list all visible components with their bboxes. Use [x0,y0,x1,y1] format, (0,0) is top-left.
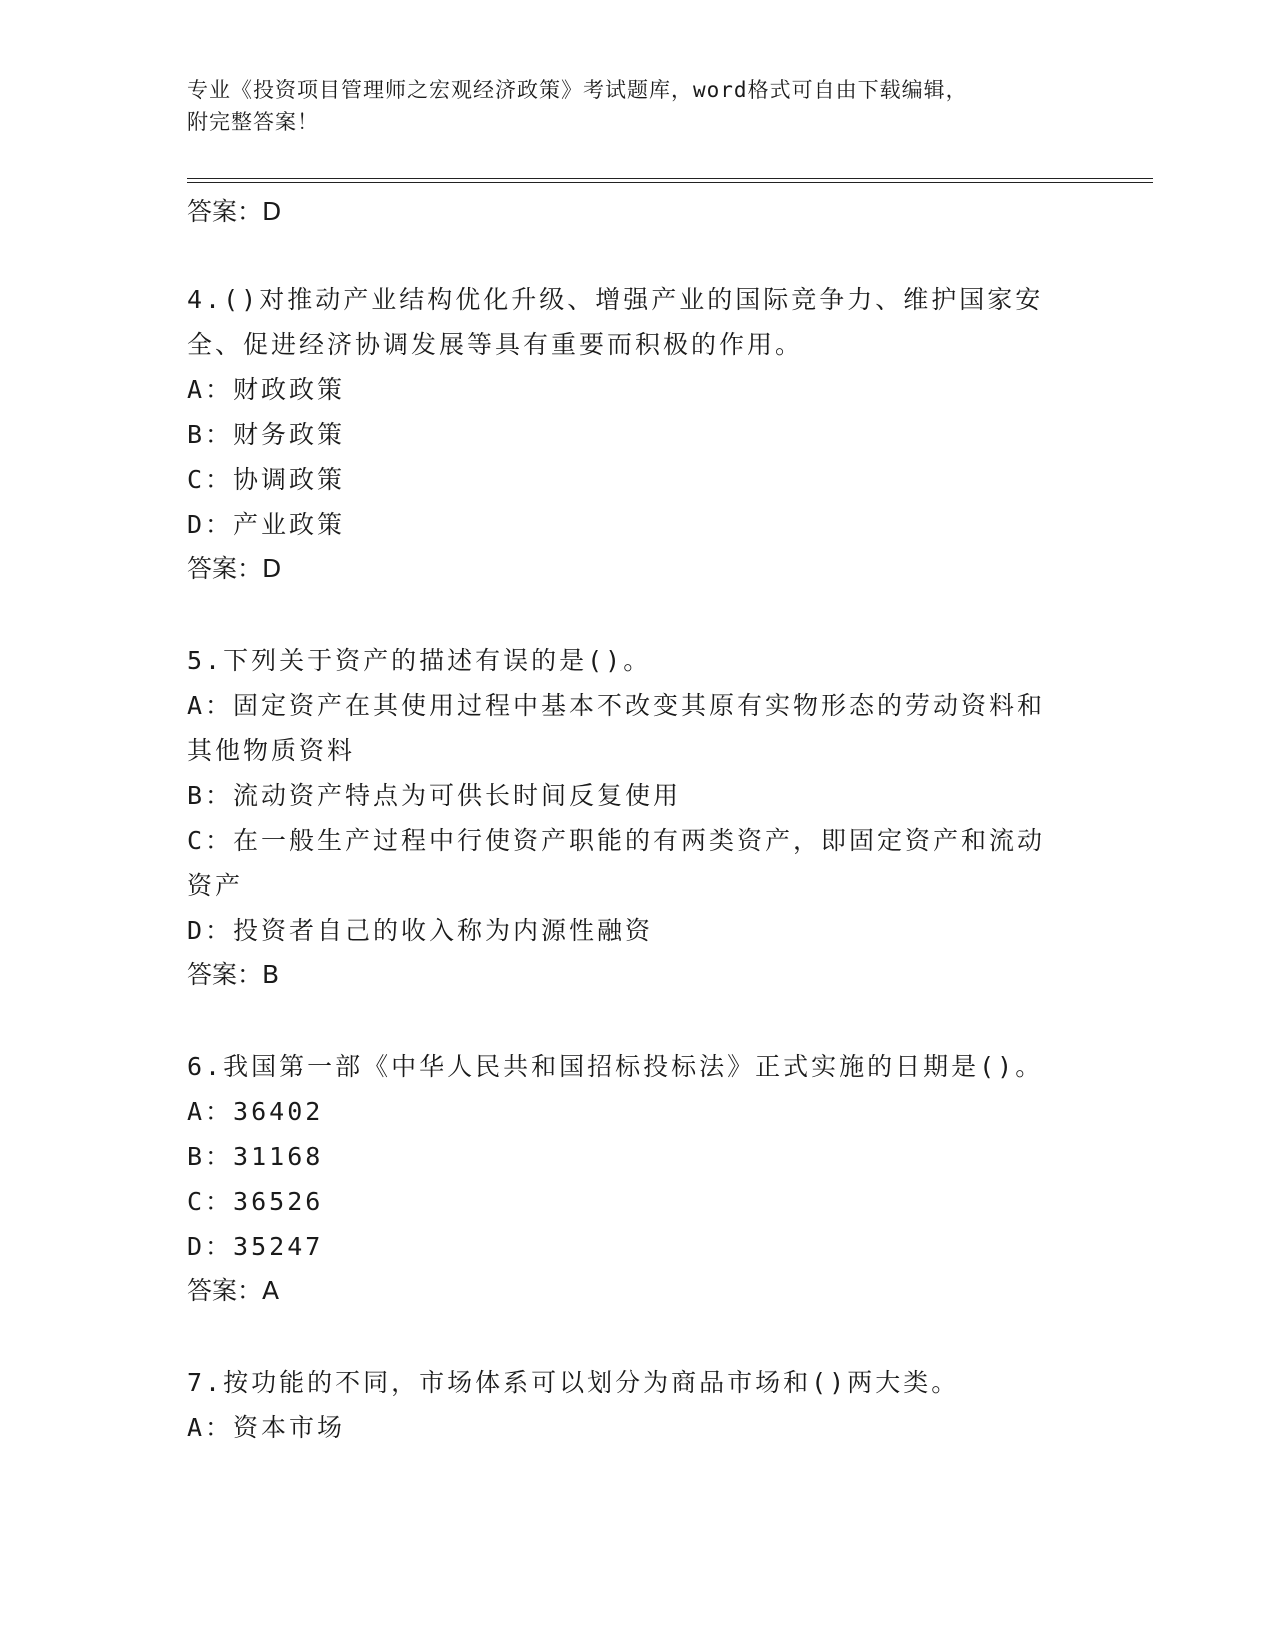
answer-line: 答案：D [187,197,282,226]
option-d: D：产业政策 [187,510,346,539]
question-stem: 5.下列关于资产的描述有误的是()。 [187,646,652,675]
option-b: B：流动资产特点为可供长时间反复使用 [187,781,682,810]
document-header [187,74,1087,138]
question-stem: 4.()对推动产业结构优化升级、增强产业的国际竞争力、维护国家安 全、促进经济协调发展等具有重要而积极的作用。 [187,285,1044,359]
option-c: C：协调政策 [187,465,346,494]
option-a: A：36402 [187,1097,324,1126]
question-block [187,277,1087,591]
question-block [187,1360,1087,1450]
question-block [187,638,1087,997]
option-a: A：资本市场 [187,1413,346,1442]
option-a: A：财政政策 [187,375,346,404]
option-d: D：投资者自己的收入称为内源性融资 [187,916,654,945]
question-block [187,1044,1087,1313]
option-a: A：固定资产在其使用过程中基本不改变其原有实物形态的劳动资料和 其他物质资料 [187,691,1046,765]
header-line-1: 专业《投资项目管理师之宏观经济政策》考试题库，word格式可自由下载编辑， [187,78,968,102]
question-stem: 7.按功能的不同，市场体系可以划分为商品市场和()两大类。 [187,1368,960,1397]
answer-line: 答案：D [187,554,282,583]
option-d: D：35247 [187,1232,324,1261]
option-b: B：31168 [187,1142,324,1171]
question-stem: 6.我国第一部《中华人民共和国招标投标法》正式实施的日期是()。 [187,1052,1044,1081]
option-b: B：财务政策 [187,420,346,449]
option-c: C：在一般生产过程中行使资产职能的有两类资产，即固定资产和流动 资产 [187,826,1046,900]
header-rule-bottom [187,182,1153,183]
header-line-2: 附完整答案！ [187,110,319,134]
answer-line: 答案：B [187,960,280,989]
question-list [187,190,1087,1450]
option-c: C：36526 [187,1187,324,1216]
answer-line: 答案：A [187,1276,280,1305]
header-rule-top [187,178,1153,179]
